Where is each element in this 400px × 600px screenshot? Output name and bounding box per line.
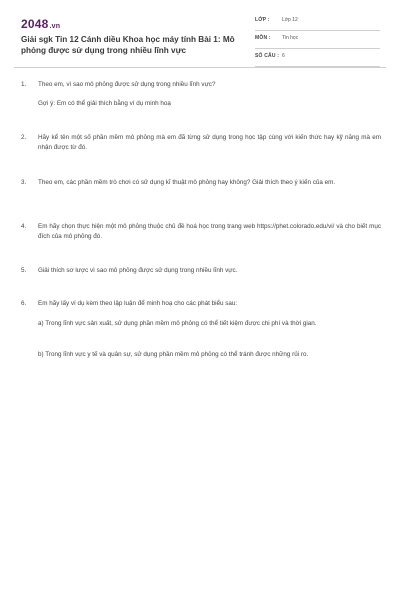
question-number: 6. <box>21 300 27 307</box>
question-text: Hãy kể tên một số phần mềm mô phỏng mà em đã từng sử dụng trong học tập cùng với kiến thức hay kỹ năng mà em nhận được từ đó. <box>38 134 381 151</box>
statement-item: a) Trong lĩnh vực sản xuất, sử dụng phần mềm mô phỏng có thể tiết kiệm được chi phí và thời gian. <box>38 320 317 327</box>
logo-text: 2048 <box>21 17 49 31</box>
question-text: Em hãy chọn thực hiện một mô phỏng thuộc chủ đề hoá học trong trang web https://phet.colorado.edu/vi/ và cho biết mục đích của mô phỏng đó. <box>38 223 381 240</box>
question-item <box>21 299 381 309</box>
question-number: 4. <box>21 223 27 230</box>
question-text: Theo em, vì sao mô phỏng được sử dụng trong nhiều lĩnh vực? <box>38 81 216 88</box>
document-header <box>0 0 400 70</box>
statement-item: b) Trong lĩnh vực y tế và quân sự, sử dụng phần mềm mô phỏng có thể tránh được những rủi ro. <box>38 351 309 358</box>
meta-label-count: SỐ CÂU : <box>255 53 280 59</box>
meta-row-subject <box>255 33 380 49</box>
question-number: 5. <box>21 267 27 274</box>
question-hint: Gợi ý: Em có thể giải thích bằng ví dụ minh hoạ <box>38 100 171 107</box>
question-item <box>21 178 381 188</box>
header-divider <box>14 67 386 68</box>
meta-row-count <box>255 51 380 67</box>
meta-row-grade <box>255 15 380 31</box>
question-text: Theo em, các phần mềm trò chơi có sử dụng kĩ thuật mô phỏng hay không? Giải thích theo ý kiến của em. <box>38 179 336 186</box>
question-text: Em hãy lấy ví dụ kèm theo lập luận để minh hoạ cho các phát biểu sau: <box>38 300 238 307</box>
site-logo[interactable] <box>21 17 60 31</box>
question-number: 1. <box>21 81 27 88</box>
meta-value-count: 6 <box>282 53 285 59</box>
question-number: 2. <box>21 134 27 141</box>
meta-value-grade: Lớp 12 <box>282 17 298 23</box>
meta-table <box>255 15 380 69</box>
meta-label-grade: LỚP : <box>255 17 270 23</box>
question-item <box>21 133 381 153</box>
meta-value-subject: Tin học <box>282 35 299 41</box>
question-item <box>21 80 381 90</box>
question-text: Giải thích sơ lược vì sao mô phỏng được sử dụng trong nhiều lĩnh vực. <box>38 267 238 274</box>
question-item <box>21 266 381 276</box>
document-title: Giải sgk Tin 12 Cánh diều Khoa học máy tính Bài 1: Mô phỏng được sử dụng trong nhiều lĩnh vực <box>21 35 235 55</box>
question-number: 3. <box>21 179 27 186</box>
meta-label-subject: MÔN : <box>255 35 271 41</box>
question-item <box>21 222 381 242</box>
logo-tld: .vn <box>49 23 61 30</box>
